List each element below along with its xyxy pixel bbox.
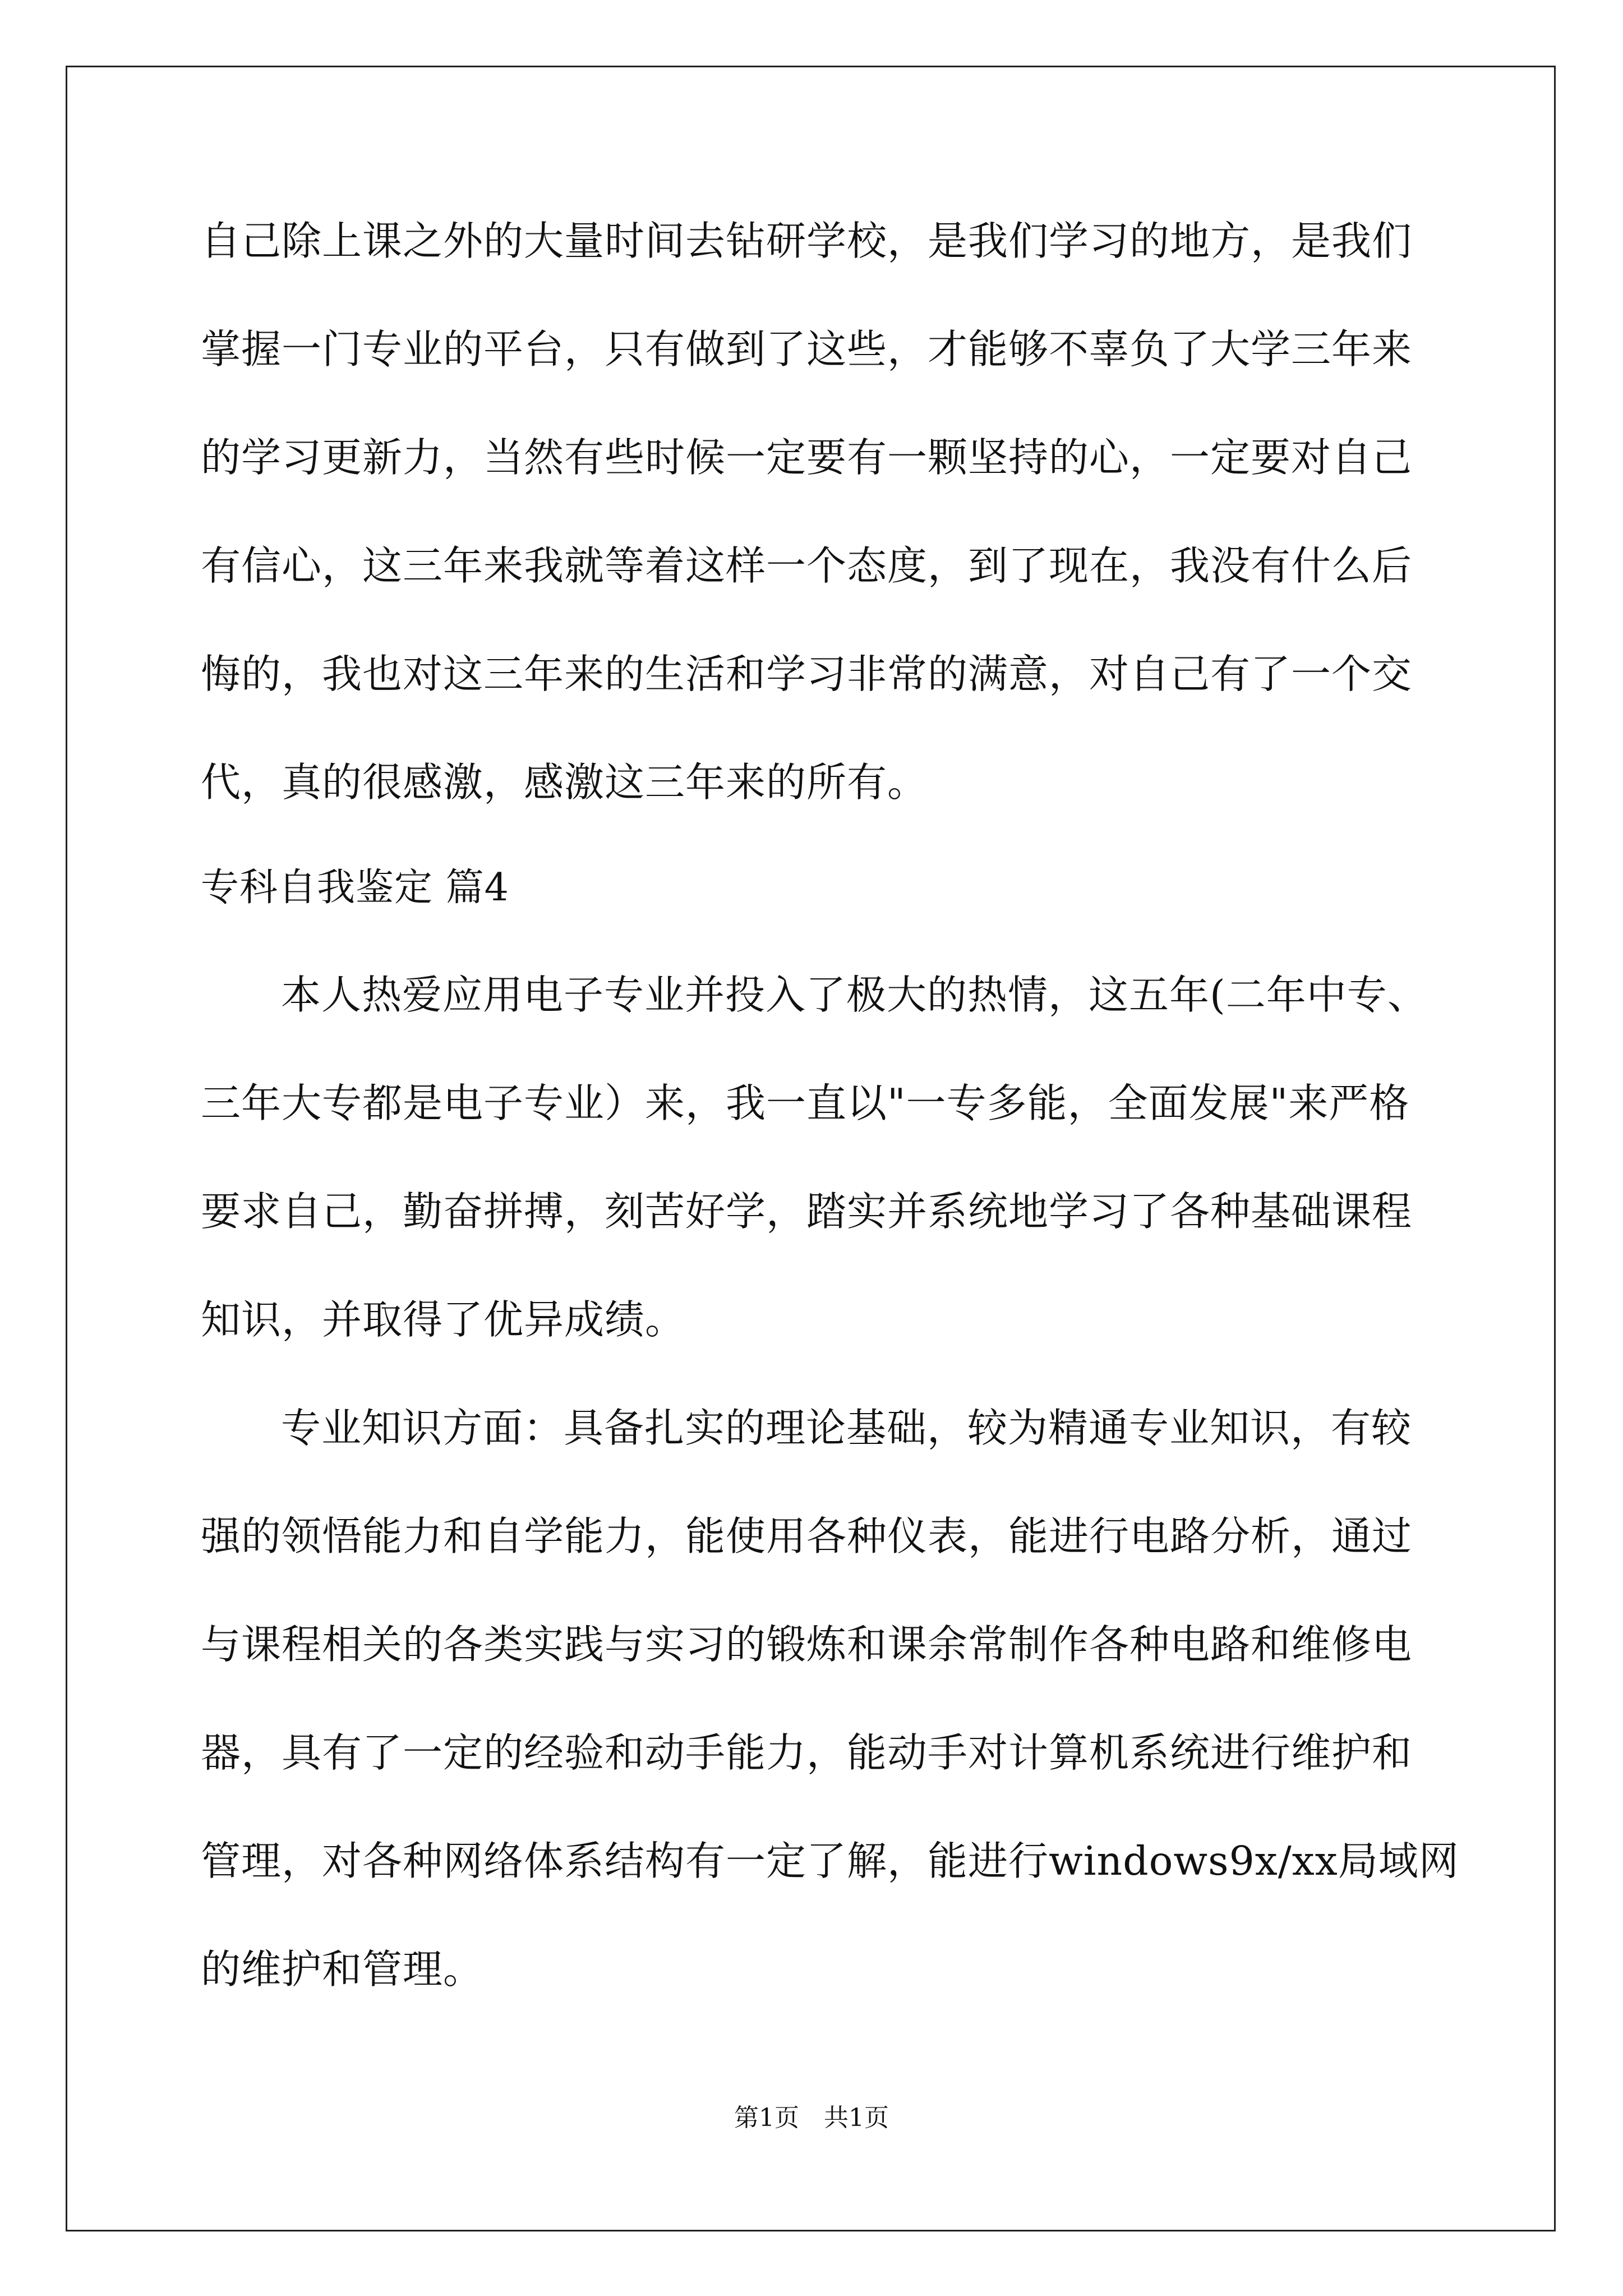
page-footer: 第1页 共1页 — [734, 2104, 889, 2132]
text-line: 三年大专都是电子专业）来，我一直以"一专多能，全面发展"来严格 — [201, 1080, 1410, 1126]
text-line: 管理，对各种网络体系结构有一定了解，能进行windows9x/xx局域网 — [201, 1838, 1459, 1884]
text-line: 器，具有了一定的经验和动手能力，能动手对计算机系统进行维护和 — [201, 1729, 1413, 1776]
text-line: 有信心，这三年来我就等着这样一个态度，到了现在，我没有什么后 — [201, 542, 1413, 589]
text-line: 强的领悟能力和自学能力，能使用各种仪表，能进行电路分析，通过 — [201, 1513, 1413, 1559]
document-body — [201, 215, 1459, 1996]
paragraph-1 — [201, 215, 1435, 809]
text-line: 悔的，我也对这三年来的生活和学习非常的满意，对自己有了一个交 — [201, 651, 1413, 697]
text-line: 专业知识方面：具备扎实的理论基础，较为精通专业知识，有较 — [281, 1405, 1412, 1451]
text-line: 掌握一门专业的平台，只有做到了这些，才能够不辜负了大学三年来 — [201, 326, 1413, 372]
paragraph-3 — [201, 1402, 1459, 1996]
text-line: 要求自己，勤奋拼搏，刻苦好学，踏实并系统地学习了各种基础课程 — [201, 1188, 1413, 1235]
text-line: 知识，并取得了优异成绩。 — [201, 1296, 686, 1343]
text-line: 本人热爱应用电子专业并投入了极大的热情，这五年(二年中专、 — [281, 972, 1428, 1018]
text-line: 的学习更新力，当然有些时候一定要有一颗坚持的心，一定要对自己 — [201, 434, 1413, 481]
paragraph-2 — [201, 969, 1435, 1346]
text-line: 自己除上课之外的大量时间去钻研学校，是我们学习的地方，是我们 — [201, 218, 1413, 264]
section-heading: 专科自我鉴定 篇4 — [201, 866, 509, 910]
text-line: 与课程相关的各类实践与实习的锻炼和课余常制作各种电路和维修电 — [201, 1621, 1413, 1668]
text-line: 代，真的很感激，感激这三年来的所有。 — [201, 759, 928, 806]
text-line: 的维护和管理。 — [201, 1946, 484, 1993]
